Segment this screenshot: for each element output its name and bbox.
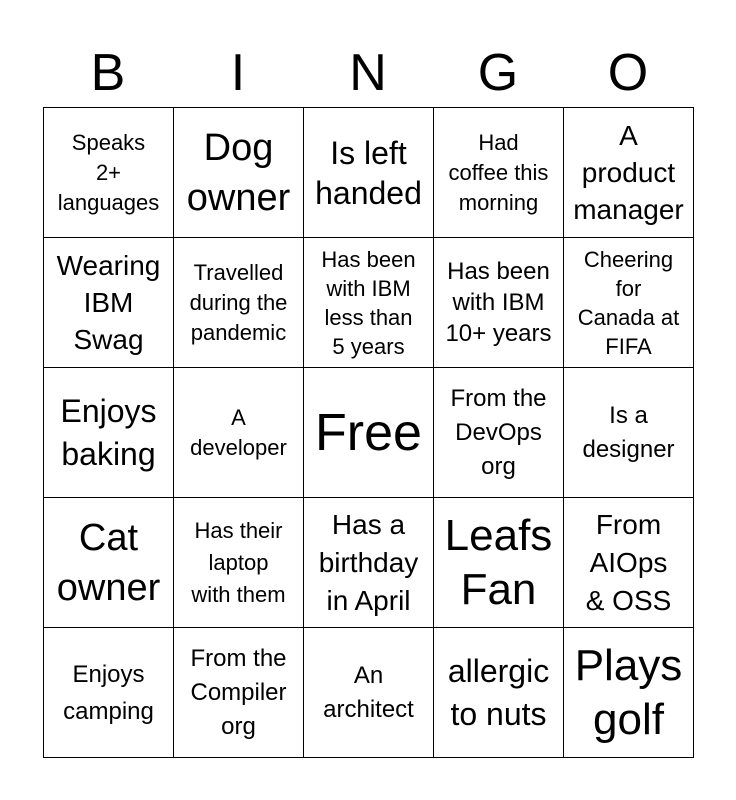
cell-text: Cheering for Canada at FIFA <box>577 246 680 359</box>
cell-text: A product manager <box>573 120 684 225</box>
cell-text: Has a birthday in April <box>318 508 419 616</box>
bingo-cell[interactable] <box>304 498 434 628</box>
bingo-cell[interactable] <box>564 628 694 758</box>
cell-text: Travelled during the pandemic <box>189 259 288 345</box>
cell-text: Cat owner <box>56 516 161 609</box>
bingo-cell[interactable] <box>44 368 174 498</box>
cell-text: Wearing IBM Swag <box>56 250 161 355</box>
header-letter-i: I <box>230 44 246 102</box>
cell-text: From the DevOps org <box>450 384 547 480</box>
bingo-cell[interactable] <box>44 108 174 238</box>
bingo-cell[interactable] <box>434 108 564 238</box>
bingo-cell[interactable] <box>174 238 304 368</box>
cell-text: Has been with IBM less than 5 years <box>321 246 416 359</box>
header-letter-n: N <box>349 44 387 102</box>
bingo-cell[interactable] <box>174 368 304 498</box>
cell-text: allergic to nuts <box>447 652 550 732</box>
free-space: Free <box>315 403 422 462</box>
cell-text: Plays golf <box>574 640 683 744</box>
bingo-header <box>43 38 693 108</box>
bingo-cell[interactable] <box>564 238 694 368</box>
bingo-cell[interactable] <box>44 628 174 758</box>
cell-text: Has their laptop with them <box>191 517 286 607</box>
header-letter-g: G <box>477 44 519 102</box>
bingo-cell[interactable] <box>304 108 434 238</box>
bingo-cell[interactable] <box>174 108 304 238</box>
cell-text: Is a designer <box>582 401 675 463</box>
cell-text: From the Compiler org <box>190 644 287 740</box>
bingo-cell[interactable] <box>564 368 694 498</box>
bingo-cell[interactable] <box>174 498 304 628</box>
cell-text: Speaks 2+ languages <box>57 129 160 215</box>
cell-text: Leafs Fan <box>444 510 553 614</box>
cell-text: An architect <box>323 661 414 723</box>
bingo-cell[interactable] <box>304 368 434 498</box>
cell-text: Enjoys camping <box>63 660 154 725</box>
bingo-cell[interactable] <box>434 498 564 628</box>
cell-text: Is left handed <box>315 134 422 211</box>
bingo-cell[interactable] <box>44 238 174 368</box>
bingo-cell[interactable] <box>434 628 564 758</box>
cell-text: Has been with IBM 10+ years <box>445 258 552 347</box>
bingo-cell[interactable] <box>434 238 564 368</box>
bingo-cell[interactable] <box>564 498 694 628</box>
cell-text: Enjoys baking <box>60 392 157 472</box>
bingo-board <box>43 107 694 758</box>
bingo-cell[interactable] <box>434 368 564 498</box>
cell-text: A developer <box>190 404 287 460</box>
cell-text: From AIOps & OSS <box>585 508 672 616</box>
cell-text: Had coffee this morning <box>448 129 549 215</box>
header-letter-o: O <box>607 44 649 102</box>
bingo-cell[interactable] <box>174 628 304 758</box>
bingo-cell[interactable] <box>304 628 434 758</box>
bingo-cell[interactable] <box>44 498 174 628</box>
header-letter-b: B <box>90 44 126 102</box>
bingo-cell[interactable] <box>304 238 434 368</box>
bingo-cell[interactable] <box>564 108 694 238</box>
cell-text: Dog owner <box>186 126 291 219</box>
